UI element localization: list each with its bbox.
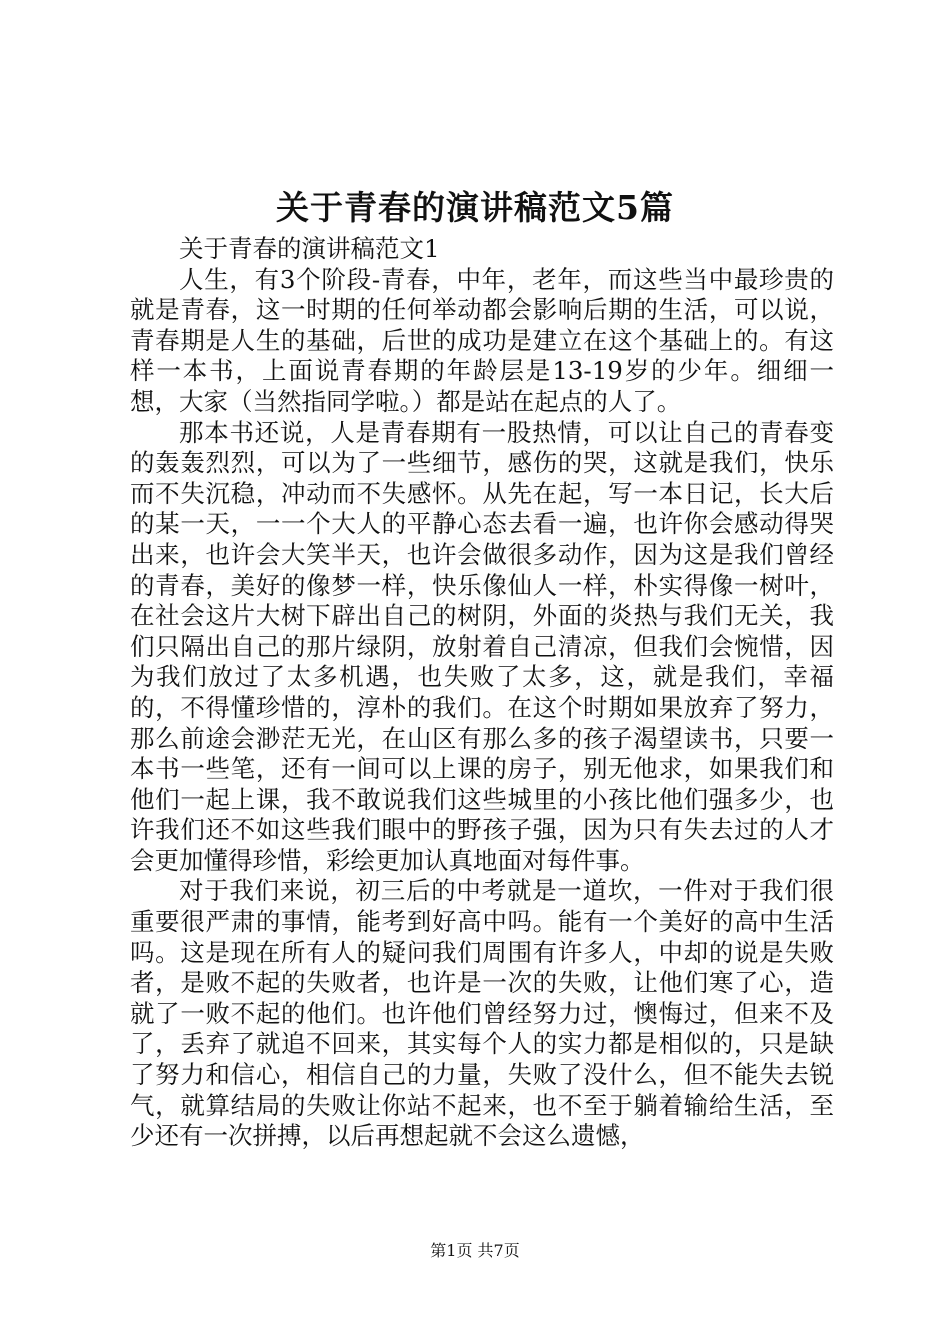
document-title: 关于青春的演讲稿范文5篇 [276, 188, 674, 227]
paragraph: 人生，有3个阶段-青春，中年，老年，而这些当中最珍贵的就是青春，这一时期的任何举动都会影响后期的生活，可以说，青春期是人生的基础，后世的成功是建立在这个基础上的。有这样一本书，上面说青春期的年龄层是13-19岁的少年。细细一想，大家（当然指同学啦。）都是站在起点的人了。 [130, 264, 834, 416]
document-body [130, 234, 834, 1152]
page-number-indicator: 第1页 共7页 [430, 1241, 520, 1260]
paragraph: 那本书还说，人是青春期有一股热情，可以让自己的青春变的轰轰烈烈，可以为了一些细节，感伤的哭，这就是我们，快乐而不失沉稳，冲动而不失感怀。从先在起，写一本日记，长大后的某一天，一一个大人的平静心态去看一遍，也许你会感动得哭出来，也许会大笑半天，也许会做很多动作，因为这是我们曾经的青春，美好的像梦一样，快乐像仙人一样，朴实得像一树叶，在社会这片大树下辟出自己的树阴，外面的炎热与我们无关，我们只隔出自己的那片绿阴，放射着自己清凉，但我们会惋惜，因为我们放过了太多机遇，也失败了太多，这，就是我们，幸福的，不得懂珍惜的，淳朴的我们。在这个时期如果放弃了努力，那么前途会渺茫无光，在山区有那么多的孩子渴望读书，只要一本书一些笔，还有一间可以上课的房子，别无他求，如果我们和他们一起上课，我不敢说我们这些城里的小孩比他们强多少，也许我们还不如这些我们眼中的野孩子强，因为只有失去过的人才会更加懂得珍惜，彩绘更加认真地面对每件事。 [130, 417, 834, 875]
paragraph: 对于我们来说，初三后的中考就是一道坎，一件对于我们很重要很严肃的事情，能考到好高中吗。能有一个美好的高中生活吗。这是现在所有人的疑问我们周围有许多人，中却的说是失败者，是败不起的失败者，也许是一次的失败，让他们寒了心，造就了一败不起的他们。也许他们曾经努力过，懊悔过，但来不及了，丢弃了就追不回来，其实每个人的实力都是相似的，只是缺了努力和信心，相信自己的力量，失败了没什么，但不能失去锐气，就算结局的失败让你站不起来，也不至于躺着输给生活，至少还有一次拼搏，以后再想起就不会这么遗憾， [130, 876, 834, 1151]
page-footer [0, 1240, 950, 1262]
section-heading: 关于青春的演讲稿范文1 [179, 234, 440, 263]
